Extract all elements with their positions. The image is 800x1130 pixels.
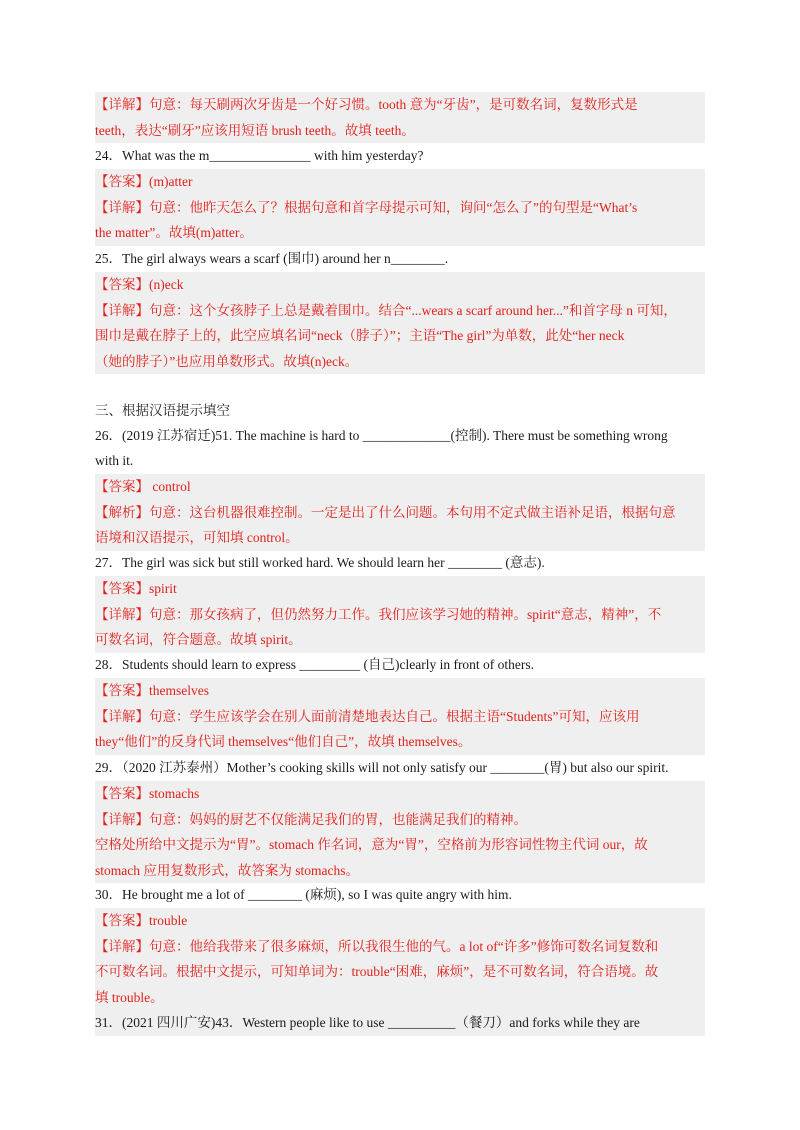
explanation-line: 【详解】句意：他昨天怎么了？根据句意和首字母提示可知，询问“怎么了”的句型是“What’s xyxy=(95,195,705,221)
explanation-line: 填 trouble。 xyxy=(95,985,705,1011)
explanation-line: （她的脖子）”也应用单数形式。故填(n)eck。 xyxy=(95,349,705,375)
question-29: 29．（2020 江苏泰州）Mother’s cooking skills will not only satisfy our ________(胃) but also our spirit. xyxy=(95,760,669,775)
explanation-line: 【详解】句意：妈妈的厨艺不仅能满足我们的胃，也能满足我们的精神。 xyxy=(95,807,705,833)
question-30: 30．He brought me a lot of ________ (麻烦), so I was quite angry with him. xyxy=(95,887,512,902)
explanation-line: 【解析】句意：这台机器很难控制。一定是出了什么问题。本句用不定式做主语补足语，根据句意 xyxy=(95,500,705,526)
explanation-line: teeth，表达“刷牙”应该用短语 brush teeth。故填 teeth。 xyxy=(95,118,705,144)
explanation-line: 语境和汉语提示，可知填 control。 xyxy=(95,525,705,551)
answer-line: 【答案】 control xyxy=(95,474,705,500)
question-31: 31．(2021 四川广安)43．Western people like to use __________（餐刀）and forks while they are xyxy=(95,1010,705,1036)
explanation-line: 【详解】句意：学生应该学会在别人面前清楚地表达自己。根据主语“Students”可知，应该用 xyxy=(95,704,705,730)
question-24: 24．What was the m_______________ with him yesterday? xyxy=(95,148,424,163)
explanation-line: the matter”。故填(m)atter。 xyxy=(95,220,705,246)
answer-line: 【答案】(m)atter xyxy=(95,169,705,195)
answer-line: 【答案】spirit xyxy=(95,576,705,602)
question-26-cont: with it. xyxy=(95,453,134,468)
answer-line: 【答案】(n)eck xyxy=(95,272,705,298)
explanation-line: 不可数名词。根据中文提示，可知单词为：trouble“困难，麻烦”，是不可数名词，符合语境。故 xyxy=(95,959,705,985)
explanation-line: 可数名词，符合题意。故填 spirit。 xyxy=(95,627,705,653)
section-heading: 三、根据汉语提示填空 xyxy=(95,403,230,418)
question-26: 26．(2019 江苏宿迁)51. The machine is hard to _____________(控制). There must be something wrong xyxy=(95,428,668,443)
answer-line: 【答案】trouble xyxy=(95,908,705,934)
answer-line: 【答案】stomachs xyxy=(95,781,705,807)
answer-line: 【答案】themselves xyxy=(95,678,705,704)
question-27: 27．The girl was sick but still worked hard. We should learn her ________ (意志). xyxy=(95,555,545,570)
explanation-line: 空格处所给中文提示为“胃”。stomach 作名词，意为“胃”，空格前为形容词性物主代词 our，故 xyxy=(95,832,705,858)
explanation-line: 【详解】句意：那女孩病了，但仍然努力工作。我们应该学习她的精神。spirit“意志，精神”，不 xyxy=(95,602,705,628)
explanation-line: 【详解】句意：他给我带来了很多麻烦，所以我很生他的气。a lot of“许多”修饰可数名词复数和 xyxy=(95,934,705,960)
explanation-line: stomach 应用复数形式，故答案为 stomachs。 xyxy=(95,858,705,884)
question-28: 28．Students should learn to express _________ (自己)clearly in front of others. xyxy=(95,657,535,672)
explanation-line: 【详解】句意：每天刷两次牙齿是一个好习惯。tooth 意为“牙齿”，是可数名词，复数形式是 xyxy=(95,92,705,118)
explanation-line: they“他们”的反身代词 themselves“他们自己”，故填 themselves。 xyxy=(95,729,705,755)
question-25: 25．The girl always wears a scarf (围巾) around her n________. xyxy=(95,251,449,266)
explanation-line: 围巾是戴在脖子上的，此空应填名词“neck（脖子）”；主语“The girl”为单数，此处“her neck xyxy=(95,323,705,349)
explanation-line: 【详解】句意：这个女孩脖子上总是戴着围巾。结合“...wears a scarf around her...”和首字母 n 可知， xyxy=(95,298,705,324)
